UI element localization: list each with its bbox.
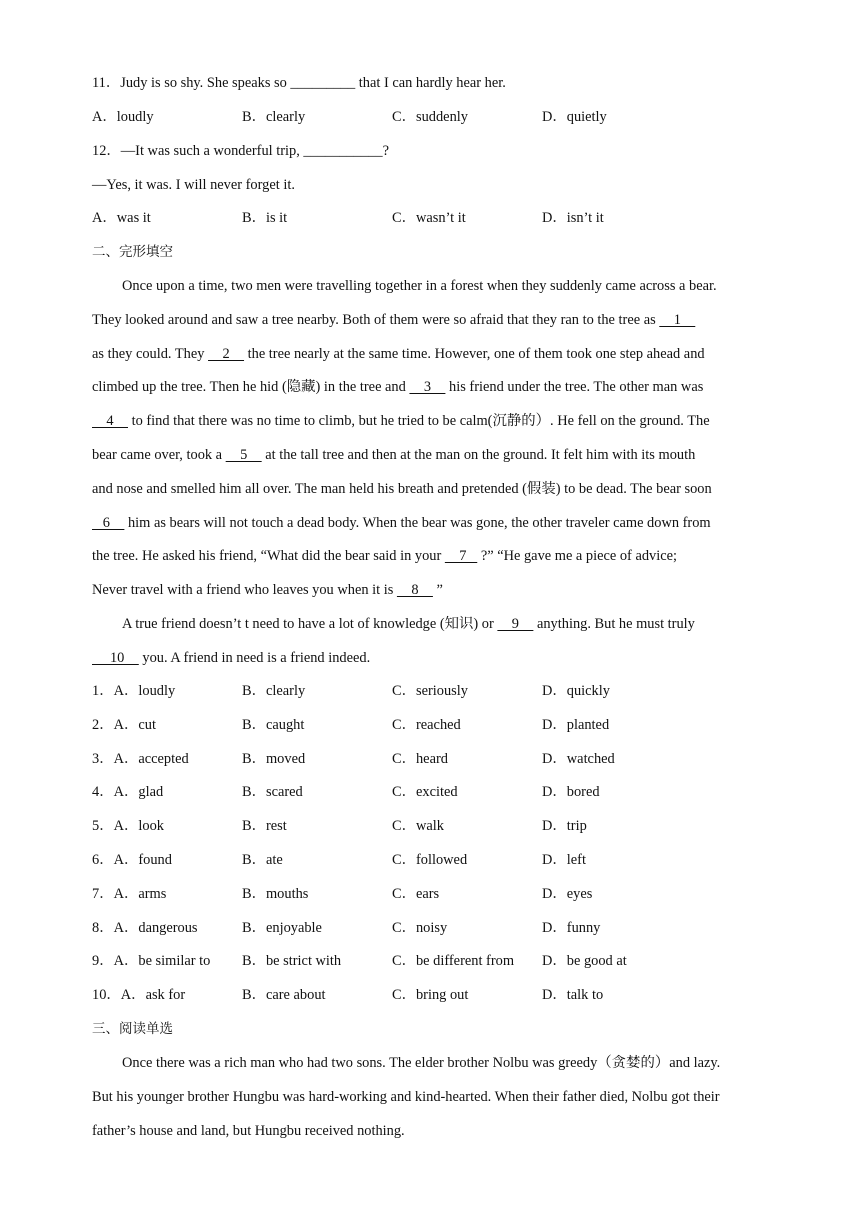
option-c: C．noisy [392, 919, 448, 936]
option-d: D．quickly [542, 683, 610, 699]
passage-line [92, 479, 768, 499]
passage-text: his friend under the tree. The other man was [445, 379, 704, 396]
question-12-text-before: 12．—It was such a wonderful trip, [92, 143, 304, 159]
answer-blank: 5 [225, 447, 262, 463]
option-d: D．bored [542, 784, 600, 801]
passage-text: as they could. They [92, 345, 209, 362]
passage-text: anything. But he must truly [533, 616, 695, 632]
passage-text: A true friend doesn’t t need to have a lot of knowledge (知识) or [122, 616, 498, 632]
passage-line [92, 1121, 768, 1141]
option-c: C．seriously [392, 683, 468, 699]
option-c: C．heard [392, 750, 448, 767]
passage-line [92, 310, 768, 330]
passage-text: climbed up the tree. Then he hid (隐藏) in the tree and [92, 379, 410, 396]
question-12-blank: ___________ [303, 143, 383, 159]
passage-text: him as bears will not touch a dead body. When the bear was gone, the other traveler came down from [124, 514, 711, 531]
option-b: B．moved [242, 750, 306, 767]
option-c: C．ears [392, 885, 440, 902]
option-a: 7．A．arms [92, 885, 167, 902]
passage-text: to find that there was no time to climb, but he tried to be calm(沉静的）. He fell on the ground. The [127, 413, 710, 430]
passage-text: Once there was a rich man who had two sons. The elder brother Nolbu was greedy（贪婪的）and lazy. [122, 1055, 721, 1071]
option-b: B．clearly [242, 683, 306, 699]
answer-blank: 6 [92, 514, 125, 531]
passage-text: the tree nearly at the same time. However, one of them took one step ahead and [244, 345, 705, 362]
option-b: B．rest [242, 818, 287, 835]
answer-blank: 9 [497, 616, 534, 632]
passage-line [122, 276, 768, 296]
option-d: D．talk to [542, 987, 604, 1004]
answer-blank: 3 [409, 379, 446, 396]
option-d: D．funny [542, 919, 601, 936]
option-a: 2．A．cut [92, 716, 156, 733]
passage-line [122, 614, 768, 634]
passage-text: father’s house and land, but Hungbu received nothing. [92, 1122, 405, 1139]
passage-text: and nose and smelled him all over. The man held his breath and pretended (假装) to be dead. The bear soon [92, 480, 712, 497]
passage-line [92, 344, 768, 364]
passage-text: ?” “He gave me a piece of advice; [477, 548, 677, 565]
passage-text: the tree. He asked his friend, “What did the bear said in your [92, 548, 445, 565]
option-a: 8．A．dangerous [92, 919, 198, 936]
question-12-text-after: ? [382, 143, 389, 159]
passage-line [92, 1087, 768, 1107]
passage-text: at the tall tree and then at the man on the ground. It felt him with its mouth [261, 447, 696, 463]
passage-line [92, 445, 768, 465]
option-d: D．eyes [542, 885, 593, 902]
passage-text: But his younger brother Hungbu was hard-working and kind-hearted. When their father died, Nolbu got their [92, 1088, 720, 1105]
answer-blank: 1 [659, 311, 696, 328]
option-d: D．left [542, 852, 586, 868]
passage-text: Once upon a time, two men were travelling together in a forest when they suddenly came across a bear. [122, 278, 717, 294]
option-d: D．isn’t it [542, 210, 604, 226]
option-b: B．enjoyable [242, 919, 322, 936]
option-b: B．caught [242, 716, 305, 733]
option-d: D．be good at [542, 953, 627, 970]
option-a: 9．A．be similar to [92, 953, 211, 970]
section-3-title: 三、阅读单选 [92, 1021, 173, 1037]
passage-line [92, 513, 768, 533]
option-a: 3．A．accepted [92, 750, 189, 767]
passage-line [92, 411, 768, 431]
question-11-text-before: 11．Judy is so shy. She speaks so [92, 75, 291, 91]
passage-line [122, 1053, 768, 1073]
option-d: D．watched [542, 750, 615, 767]
answer-blank: 7 [444, 548, 478, 565]
option-b: B．ate [242, 852, 283, 868]
option-a: 10．A．ask for [92, 987, 186, 1004]
option-d: D．trip [542, 818, 587, 835]
option-c: C．excited [392, 784, 458, 801]
passage-text: ” [432, 582, 443, 599]
question-11-text-after: that I can hardly hear her. [355, 75, 506, 91]
question-12-reply: —Yes, it was. I will never forget it. [92, 177, 295, 193]
option-b: B．is it [242, 210, 288, 226]
passage-text: They looked around and saw a tree nearby. Both of them were so afraid that they ran to the tree as [92, 311, 660, 328]
question-12-stem [92, 141, 768, 161]
question-11-stem [92, 73, 768, 93]
passage-text: you. A friend in need is a friend indeed. [138, 649, 371, 666]
option-b: B．mouths [242, 885, 309, 902]
option-a: A．was it [92, 210, 151, 226]
section-2-title: 二、完形填空 [92, 244, 173, 260]
option-a: 5．A．look [92, 818, 164, 835]
answer-blank: 10 [92, 649, 139, 666]
passage-text: Never travel with a friend who leaves you when it is [92, 582, 397, 599]
question-11-blank: _________ [290, 75, 356, 91]
option-b: B．be strict with [242, 953, 342, 970]
passage-line [92, 580, 768, 600]
answer-blank: 8 [396, 582, 433, 599]
passage-line [92, 648, 768, 668]
option-a: 6．A．found [92, 852, 172, 868]
passage-line [92, 546, 768, 566]
option-a: A．loudly [92, 109, 154, 125]
option-a: 4．A．glad [92, 784, 164, 801]
option-a: 1．A．loudly [92, 683, 176, 699]
option-b: B．clearly [242, 109, 306, 125]
option-b: B．care about [242, 987, 326, 1004]
option-c: C．be different from [392, 953, 515, 970]
option-d: D．planted [542, 716, 610, 733]
passage-text: bear came over, took a [92, 447, 226, 463]
answer-blank: 2 [208, 345, 245, 362]
passage-line [92, 377, 768, 397]
answer-blank: 4 [92, 413, 128, 430]
option-b: B．scared [242, 784, 303, 801]
option-c: C．walk [392, 818, 444, 835]
option-c: C．wasn’t it [392, 210, 466, 226]
option-c: C．suddenly [392, 109, 468, 125]
option-d: D．quietly [542, 109, 607, 125]
option-c: C．followed [392, 852, 468, 868]
option-c: C．bring out [392, 987, 469, 1004]
option-c: C．reached [392, 716, 461, 733]
